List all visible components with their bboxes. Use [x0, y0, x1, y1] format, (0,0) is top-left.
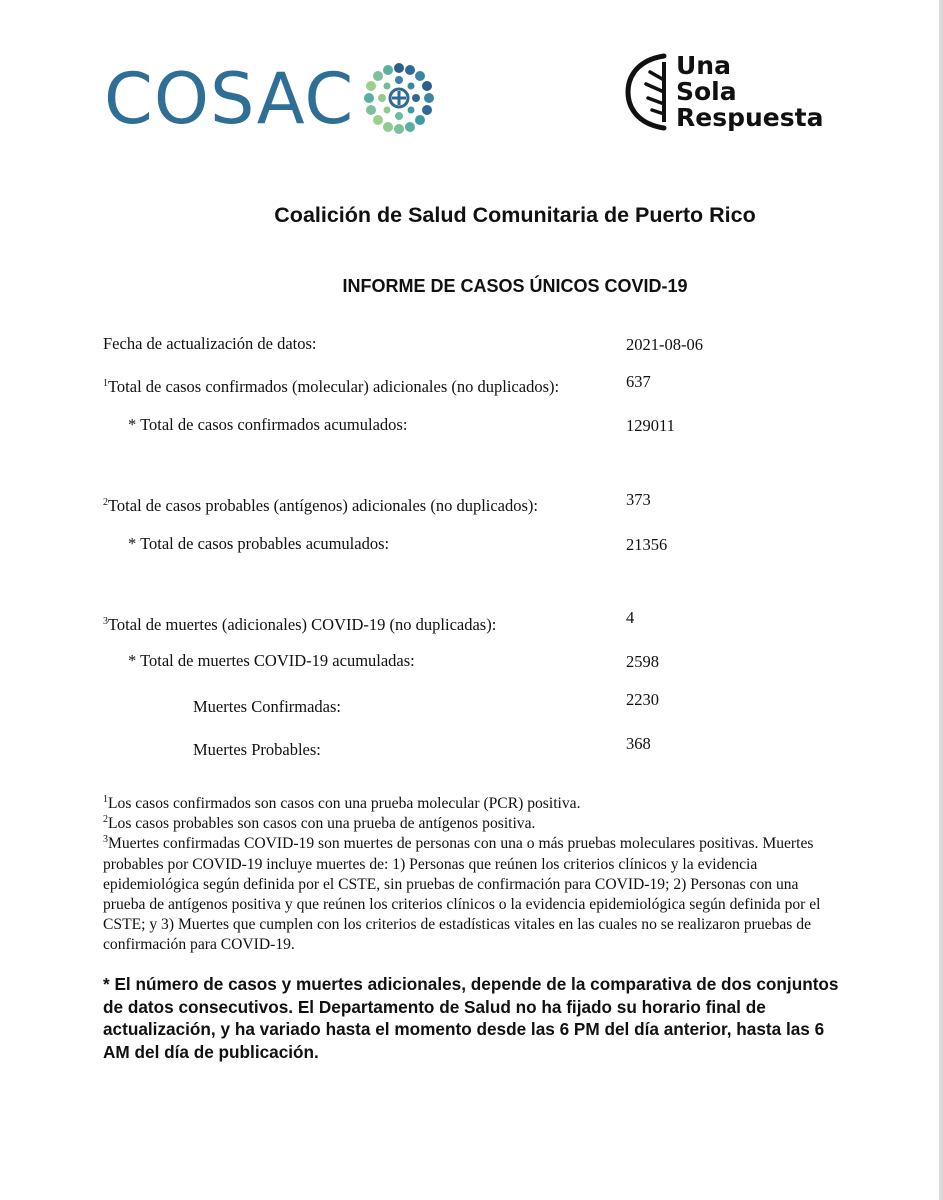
footnote-3-text: Muertes confirmadas COVID-19 son muertes de personas con una o más pruebas moleculares positivas. Muertes probables por COVID-19 incluye muertes de: 1) Personas que reúnen los criterios clínicos y la evidencia epidemiológica según definida por el CSTE, sin pruebas de confirmación para COVID-19; 2) Personas con una prueba de antígenos positiva y que reúnen los criterios clínicos o la evidencia epidemiológica según definida por el CSTE; y 3) Muertes que cumplen con los criterios de estadísticas vitales en las cuales no se realizaron pruebas de confirmación para COVID-19.	[103, 835, 821, 954]
footnote-3-number: 3	[103, 834, 108, 846]
confirmed-new-text: Total de casos confirmados (molecular) adicionales (no duplicados):	[108, 377, 560, 396]
deaths-confirmed-value: 2230	[626, 690, 659, 709]
update-date-label: Fecha de actualización de datos:	[103, 334, 317, 353]
disclaimer: * El número de casos y muertes adicionales, depende de la comparativa de dos conjuntos de datos consecutivos. El Departamento de Salud no ha fijado su horario final de actualización, y ha variado hasta el momento desde las 6 PM del día anterior, hasta las 6 AM del día de publicación.	[103, 974, 839, 1062]
probable-new-value: 373	[626, 490, 651, 509]
organization-title: Coalición de Salud Comunitaria de Puerto Rico	[274, 203, 756, 227]
deaths-total-label: * Total de muertes COVID-19 acumuladas:	[128, 651, 415, 670]
deaths-new-text: Total de muertes (adicionales) COVID-19 (no duplicadas):	[108, 615, 497, 634]
usr-logo-text	[676, 53, 823, 131]
cosacs-logo	[104, 58, 440, 140]
footnote-1	[103, 794, 843, 814]
cosacs-flower-icon	[358, 58, 440, 140]
report-title: INFORME DE CASOS ÚNICOS COVID-19	[342, 276, 688, 296]
leaf-circle-icon	[624, 52, 668, 132]
page-edge	[939, 0, 943, 1200]
footnote-ref-2: 2	[103, 497, 108, 508]
confirmed-new-value: 637	[626, 372, 651, 391]
footnote-2-number: 2	[103, 814, 108, 826]
footnote-1-text: Los casos confirmados son casos con una prueba molecular (PCR) positiva.	[108, 795, 581, 812]
deaths-probable-label: Muertes Probables:	[193, 740, 321, 759]
cosacs-logo-text: COSAC	[104, 58, 355, 140]
usr-logo-line-2: Sola	[676, 77, 737, 106]
deaths-probable-value: 368	[626, 734, 651, 753]
deaths-new-value: 4	[626, 608, 635, 627]
usr-logo-line-1: Una	[676, 51, 731, 80]
footnote-2-text: Los casos probables son casos con una prueba de antígenos positiva.	[108, 815, 536, 833]
una-sola-respuesta-logo	[624, 52, 823, 132]
usr-logo-line-3: Respuesta	[676, 103, 824, 132]
footnote-1-number: 1	[103, 794, 108, 805]
deaths-confirmed-label: Muertes Confirmadas:	[193, 697, 342, 716]
footnote-2	[103, 814, 843, 834]
confirmed-total-label: * Total de casos confirmados acumulados:	[128, 415, 408, 434]
confirmed-total-value: 129011	[626, 416, 675, 435]
update-date-value: 2021-08-06	[626, 335, 703, 354]
footnote-ref-1: 1	[103, 378, 108, 389]
probable-new-text: Total de casos probables (antígenos) adicionales (no duplicados):	[108, 496, 539, 515]
footnotes	[103, 794, 843, 956]
confirmed-new-label	[103, 377, 559, 397]
deaths-total-value: 2598	[626, 652, 659, 671]
probable-total-value: 21356	[626, 535, 668, 554]
footnote-3	[103, 834, 843, 955]
probable-total-label: * Total de casos probables acumulados:	[128, 534, 390, 553]
probable-new-label	[103, 496, 538, 516]
deaths-new-label	[103, 615, 496, 635]
footnote-ref-3: 3	[103, 616, 108, 627]
